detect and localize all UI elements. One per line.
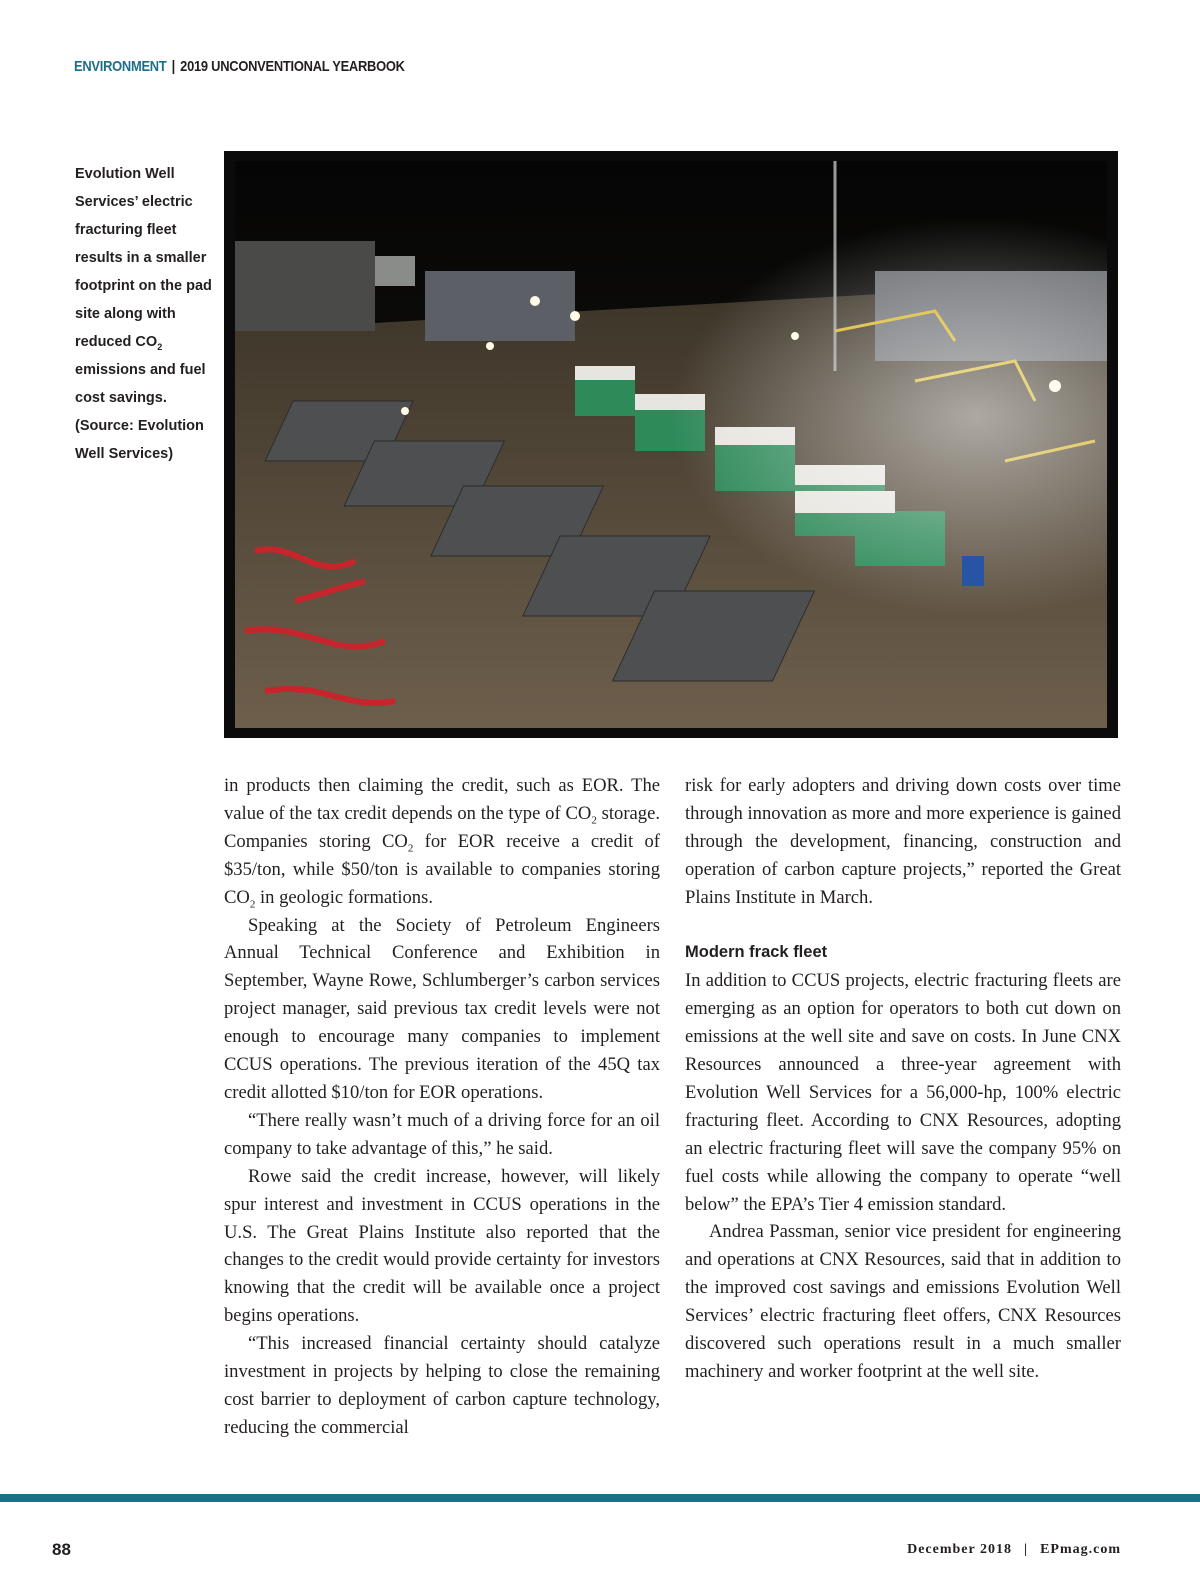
footer-publication: [907, 1542, 1121, 1558]
text-run: for EOR receive a credit of $35/ton, while $50/ton is available to companies storing CO: [224, 830, 660, 908]
paragraph: “This increased financial certainty should catalyze investment in projects by helping to close the remaining cost barrier to deployment of carbon capture technology, reducing the commercial: [224, 1333, 660, 1438]
subscript: 2: [249, 898, 256, 911]
caption-text-2: emissions and fuel cost savings. (Source: Evolution Well Services): [75, 362, 206, 462]
subscript: 2: [407, 842, 414, 855]
right-text-column: [685, 772, 1121, 1386]
caption-text-1: Evolution Well Services’ electric fracturing fleet results in a smaller footprint on the pad site along with reduced CO: [75, 166, 212, 350]
subscript: 2: [591, 814, 597, 827]
header-separator: |: [171, 58, 176, 75]
paragraph: [224, 772, 660, 912]
running-header: [74, 58, 405, 75]
photo-caption: [75, 160, 215, 468]
subheading: Modern frack fleet: [685, 943, 828, 962]
section-label: ENVIRONMENT: [74, 58, 167, 75]
paragraph: Andrea Passman, senior vice president for engineering and operations at CNX Resources, said that in addition to the improved cost savings and emissions Evolution Well Services’ electric fracturing fleet offers, CNX Resources discovered such operations result in a much smaller machinery and worker footprint at the well site.: [685, 1221, 1121, 1383]
fleet-photo: [224, 151, 1118, 738]
page-number: 88: [52, 1540, 71, 1559]
text-run: in products then claiming the credit, such as EOR. The value of the tax credit depends on the type of CO: [224, 775, 660, 824]
paragraph: “There really wasn’t much of a driving force for an oil company to take advantage of this,” he said.: [224, 1109, 660, 1159]
left-text-column: [224, 772, 660, 1442]
website: EPmag.com: [1040, 1542, 1121, 1557]
text-run: in geologic formations.: [255, 886, 433, 908]
paragraph: risk for early adopters and driving down costs over time through innovation as more and more experience is gained through the development, financing, construction and operation of carbon capture projects,” reported the Great Plains Institute in March.: [685, 775, 1121, 908]
paragraph: Rowe said the credit increase, however, will likely spur interest and investment in CCUS operations in the U.S. The Great Plains Institute also reported that the changes to the credit would provide certainty for investors knowing that the credit will be available once a project begins operations.: [224, 1165, 660, 1327]
caption-subscript: 2: [157, 341, 163, 352]
publication-title: 2019 UNCONVENTIONAL YEARBOOK: [180, 58, 405, 75]
electric-fracturing-fleet-photo-icon: [235, 161, 1107, 728]
footer-rule: [0, 1494, 1200, 1502]
paragraph: Speaking at the Society of Petroleum Engineers Annual Technical Conference and Exhibition in September, Wayne Rowe, Schlumberger’s carbon services project manager, said previous tax credit levels were not enough to encourage many companies to implement CCUS operations. The previous iteration of the 45Q tax credit allotted $10/ton for EOR operations.: [224, 914, 660, 1103]
text-run: storage. Companies storing CO: [224, 802, 660, 852]
paragraph: In addition to CCUS projects, electric fracturing fleets are emerging as an option for operators to both cut down on emissions at the well site and save on costs. In June CNX Resources announced a three-year agreement with Evolution Well Services for a 56,000-hp, 100% electric fracturing fleet. According to CNX Resources, adopting an electric fracturing fleet will save the company 95% on fuel costs while allowing the company to operate “well below” the EPA’s Tier 4 emission standard.: [685, 970, 1121, 1215]
issue-date: December 2018: [907, 1542, 1012, 1557]
footer-separator: |: [1023, 1542, 1029, 1557]
